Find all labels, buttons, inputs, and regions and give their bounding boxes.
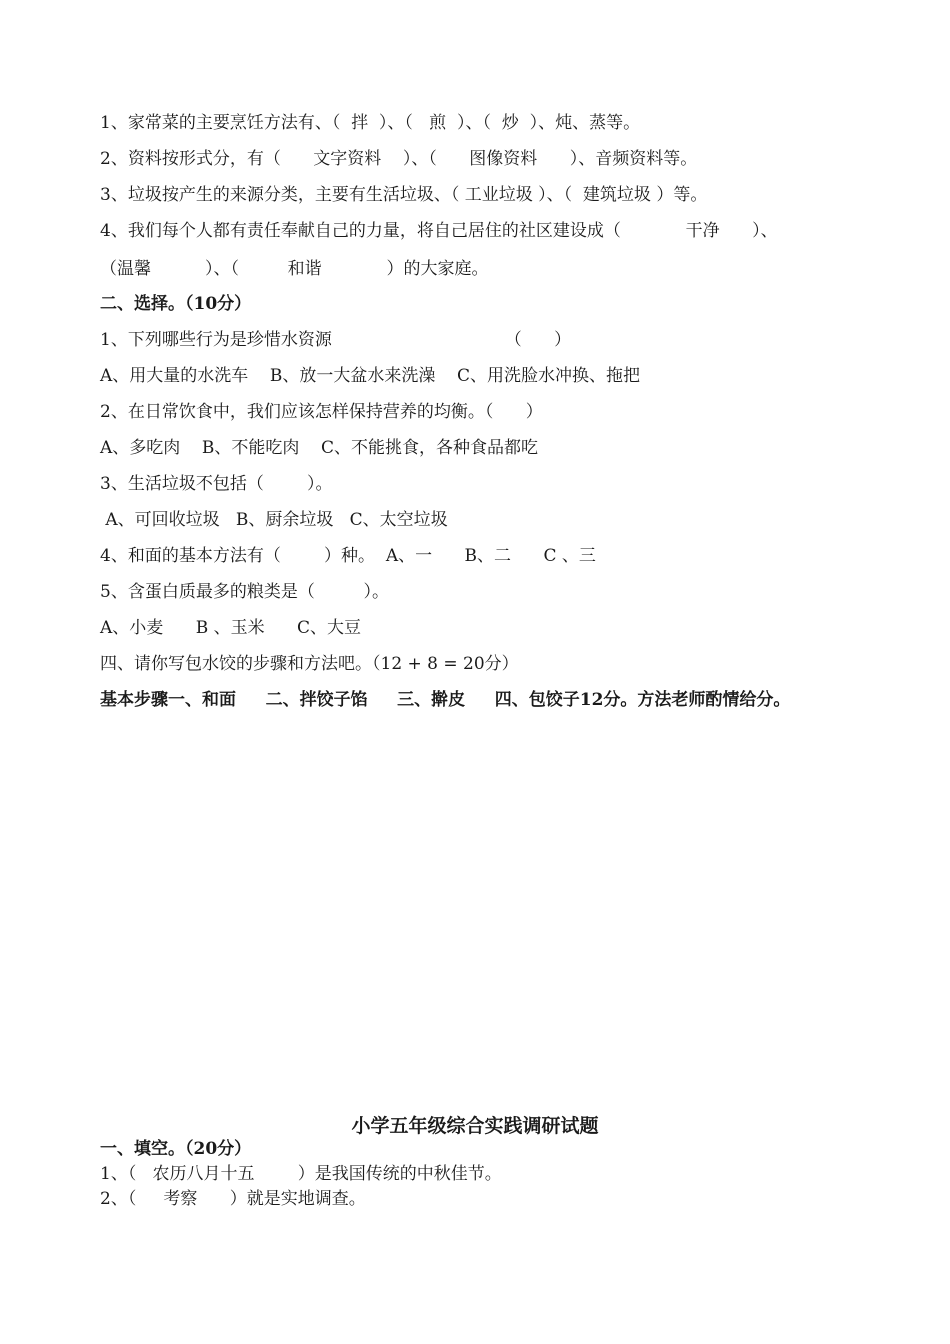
choice-question-1-options: A、用大量的水洗车 B、放一大盆水来洗澡 C、用洗脸水冲换、拖把 [100,366,641,386]
choice-question-3-options: A、可回收垃圾 B、厨余垃圾 C、太空垃圾 [100,510,448,530]
choice-question-2: 2、在日常饮食中，我们应该怎样保持营养的均衡。（ ） [100,402,543,422]
fill-question-1: 1、家常菜的主要烹饪方法有、（ 拌 ）、（ 煎 ）、（ 炒 ）、炖、蒸等。 [100,113,641,133]
section-heading-dumplings: 四、请你写包水饺的步骤和方法吧。（12 + 8 = 20分） [100,654,519,674]
fill-question-3: 3、垃圾按产生的来源分类，主要有生活垃圾、（ 工业垃圾 ）、（ 建筑垃圾 ）等。 [100,185,708,205]
choice-question-5-options: A、小麦 B 、玉米 C、大豆 [100,618,362,638]
choice-question-3: 3、生活垃圾不包括（ ）。 [100,474,333,494]
section-heading-choice: 二、选择。（10分） [100,294,252,314]
choice-question-4: 4、和面的基本方法有（ ）种。 A、一 B、二 C 、三 [100,546,596,566]
answer-dumpling-steps: 基本步骤一、和面 二、拌饺子馅 三、擀皮 四、包饺子12分。方法老师酌情给分。 [100,690,791,710]
choice-question-5: 5、含蛋白质最多的粮类是（ ）。 [100,582,389,602]
section-heading-fill: 一、填空。（20分） [100,1139,252,1159]
choice-question-2-options: A、多吃肉 B、不能吃肉 C、不能挑食，各种食品都吃 [100,438,539,458]
fill-question-4-continued: （温馨 ）、（ 和谐 ）的大家庭。 [100,259,489,279]
fill-question-mid-autumn: 1、（ 农历八月十五 ）是我国传统的中秋佳节。 [100,1164,502,1184]
page-title: 小学五年级综合实践调研试题 [351,1115,599,1137]
fill-question-investigation: 2、（ 考察 ）就是实地调查。 [100,1189,366,1209]
choice-question-1: 1、下列哪些行为是珍惜水资源 （ ） [100,330,572,350]
fill-question-2: 2、资料按形式分，有（ 文字资料 ）、（ 图像资料 ）、音频资料等。 [100,149,698,169]
fill-question-4: 4、我们每个人都有责任奉献自己的力量，将自己居住的社区建设成（ 干净 ）、 [100,221,778,241]
